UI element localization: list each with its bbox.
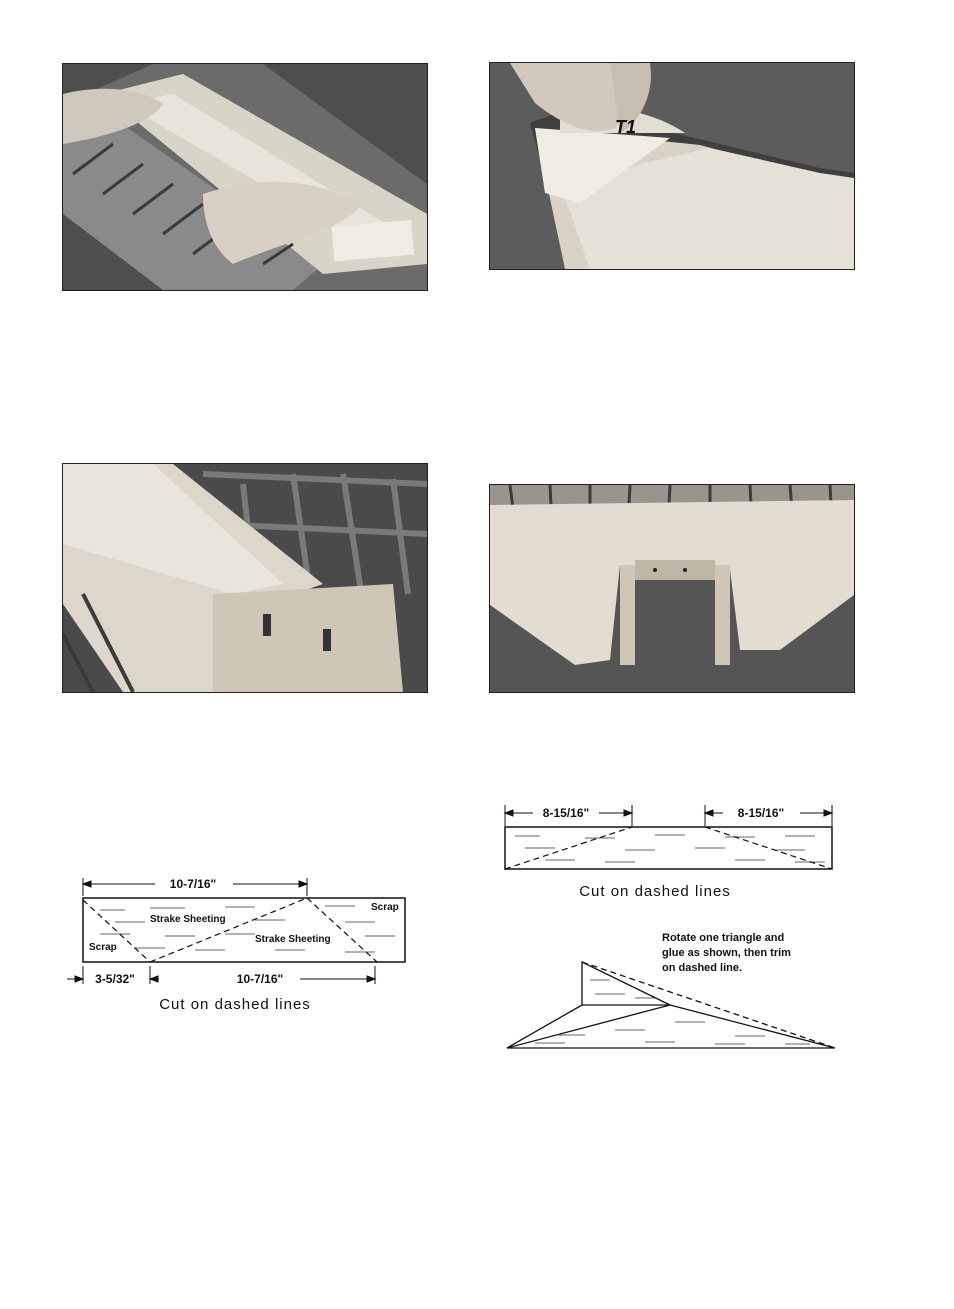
photo-strake-sheeting — [62, 463, 428, 693]
wood-grain-right — [515, 835, 825, 862]
scrap-label-right: Scrap — [371, 902, 399, 913]
top-dimension-left-label: 8-15/16" — [542, 806, 590, 820]
wood-grain-triangles — [535, 980, 810, 1044]
scrap-label-left: Scrap — [89, 942, 117, 953]
strake-sheeting-label-2: Strake Sheeting — [255, 934, 331, 945]
bottom-dimension-right-label: 10-7/16" — [236, 972, 284, 986]
left-diagram-caption: Cut on dashed lines — [159, 996, 311, 1013]
strake-sheeting-label-1: Strake Sheeting — [150, 914, 226, 925]
template-tag-t1: T1 — [615, 117, 637, 137]
note-line-2: glue as shown, then trim — [662, 947, 791, 959]
top-dimension-right-label: 8-15/16" — [737, 806, 785, 820]
diagram-triangle-cut — [495, 800, 845, 1055]
balsa-sheet — [83, 898, 405, 962]
photo-wing-trailing-edge — [489, 484, 855, 693]
top-dimension-label: 10-7/16" — [169, 877, 217, 891]
cut-lines — [83, 898, 377, 962]
note-line-1: Rotate one triangle and — [662, 932, 785, 944]
diagram-strake-sheeting-cut — [55, 870, 425, 1020]
note-line-3: on dashed line. — [662, 962, 743, 974]
photo-hands-pressing-wing — [62, 63, 428, 291]
bottom-dimension-left-label: 3-5/32" — [95, 972, 135, 986]
wood-grain — [100, 906, 395, 952]
right-diagram-caption: Cut on dashed lines — [579, 883, 731, 900]
photo-t1-template — [489, 62, 855, 270]
